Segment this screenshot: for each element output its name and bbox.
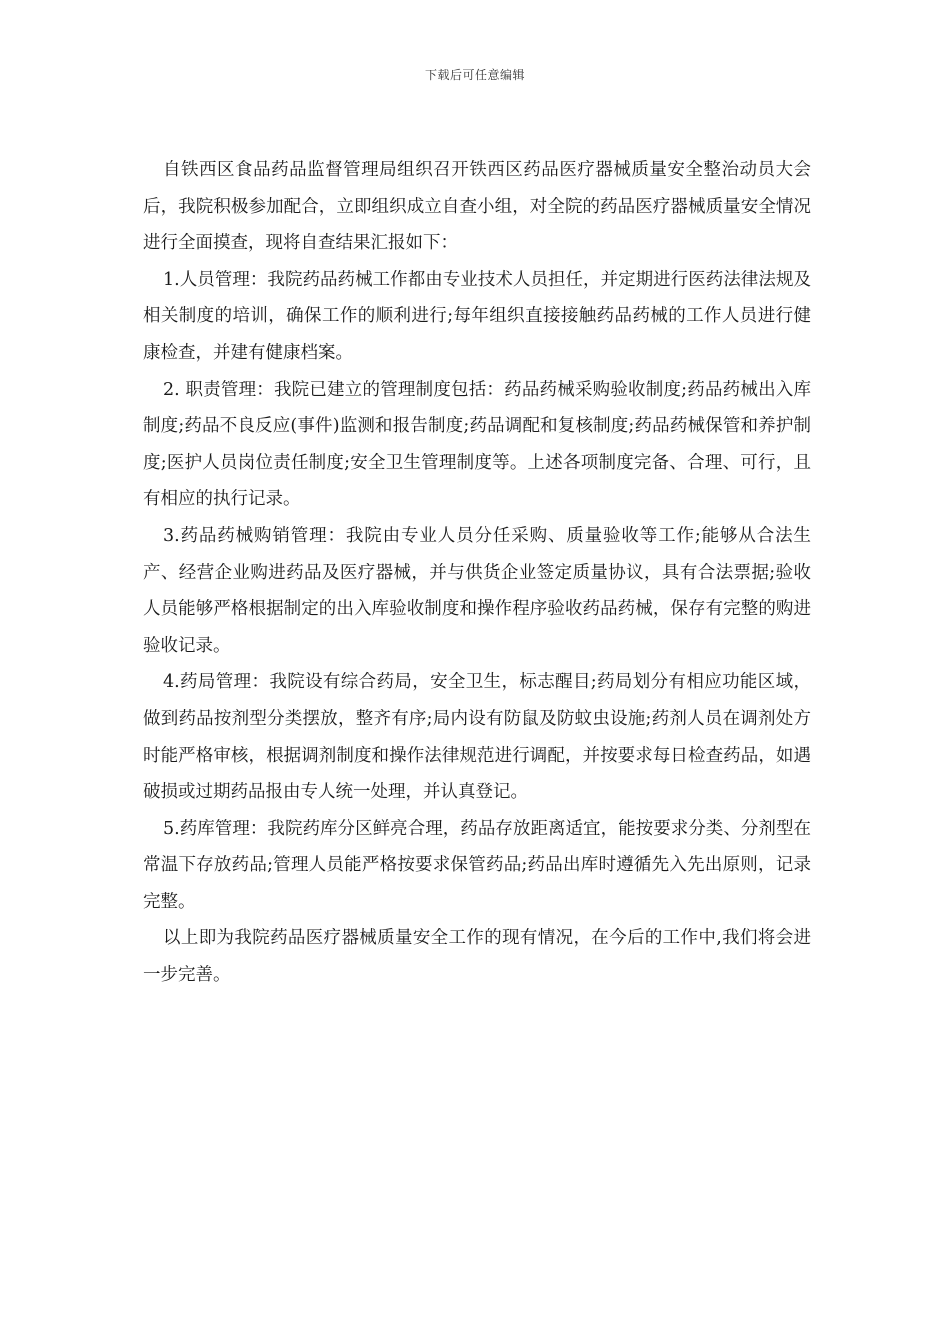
document-body xyxy=(143,152,811,994)
header-note: 下载后可任意编辑 xyxy=(424,68,525,82)
paragraph-conclusion: 以上即为我院药品医疗器械质量安全工作的现有情况，在今后的工作中,我们将会进一步完善。 xyxy=(143,928,811,986)
paragraph-warehouse: 5.药库管理：我院药库分区鲜亮合理，药品存放距离适宜，能按要求分类、分剂型在常温下存放药品;管理人员能严格按要求保管药品;药品出库时遵循先入先出原则，记录完整。 xyxy=(143,818,811,912)
paragraph-procurement: 3.药品药械购销管理：我院由专业人员分任采购、质量验收等工作;能够从合法生产、经营企业购进药品及医疗器械，并与供货企业签定质量协议，具有合法票据;验收人员能够严格根据制定的出入库验收制度和操作程序验收药品药械，保存有完整的购进验收记录。 xyxy=(143,525,811,656)
paragraph-duties: 2. 职责管理：我院已建立的管理制度包括：药品药械采购验收制度;药品药械出入库制度;药品不良反应(事件)监测和报告制度;药品调配和复核制度;药品药械保管和养护制度;医护人员岗位责任制度;安全卫生管理制度等。上述各项制度完备、合理、可行，且有相应的执行记录。 xyxy=(143,379,811,510)
paragraph-pharmacy: 4.药局管理：我院设有综合药局，安全卫生，标志醒目;药局划分有相应功能区域，做到药品按剂型分类摆放，整齐有序;局内设有防鼠及防蚊虫设施;药剂人员在调剂处方时能严格审核，根据调剂制度和操作法律规范进行调配，并按要求每日检查药品，如遇破损或过期药品报由专人统一处理，并认真登记。 xyxy=(143,672,811,803)
paragraph-personnel: 1.人员管理：我院药品药械工作都由专业技术人员担任，并定期进行医药法律法规及相关制度的培训，确保工作的顺利进行;每年组织直接接触药品药械的工作人员进行健康检查，并建有健康档案。 xyxy=(143,269,811,363)
paragraph-intro: 自铁西区食品药品监督管理局组织召开铁西区药品医疗器械质量安全整治动员大会后，我院积极参加配合，立即组织成立自查小组，对全院的药品医疗器械质量安全情况进行全面摸查，现将自查结果汇报如下： xyxy=(143,160,811,254)
